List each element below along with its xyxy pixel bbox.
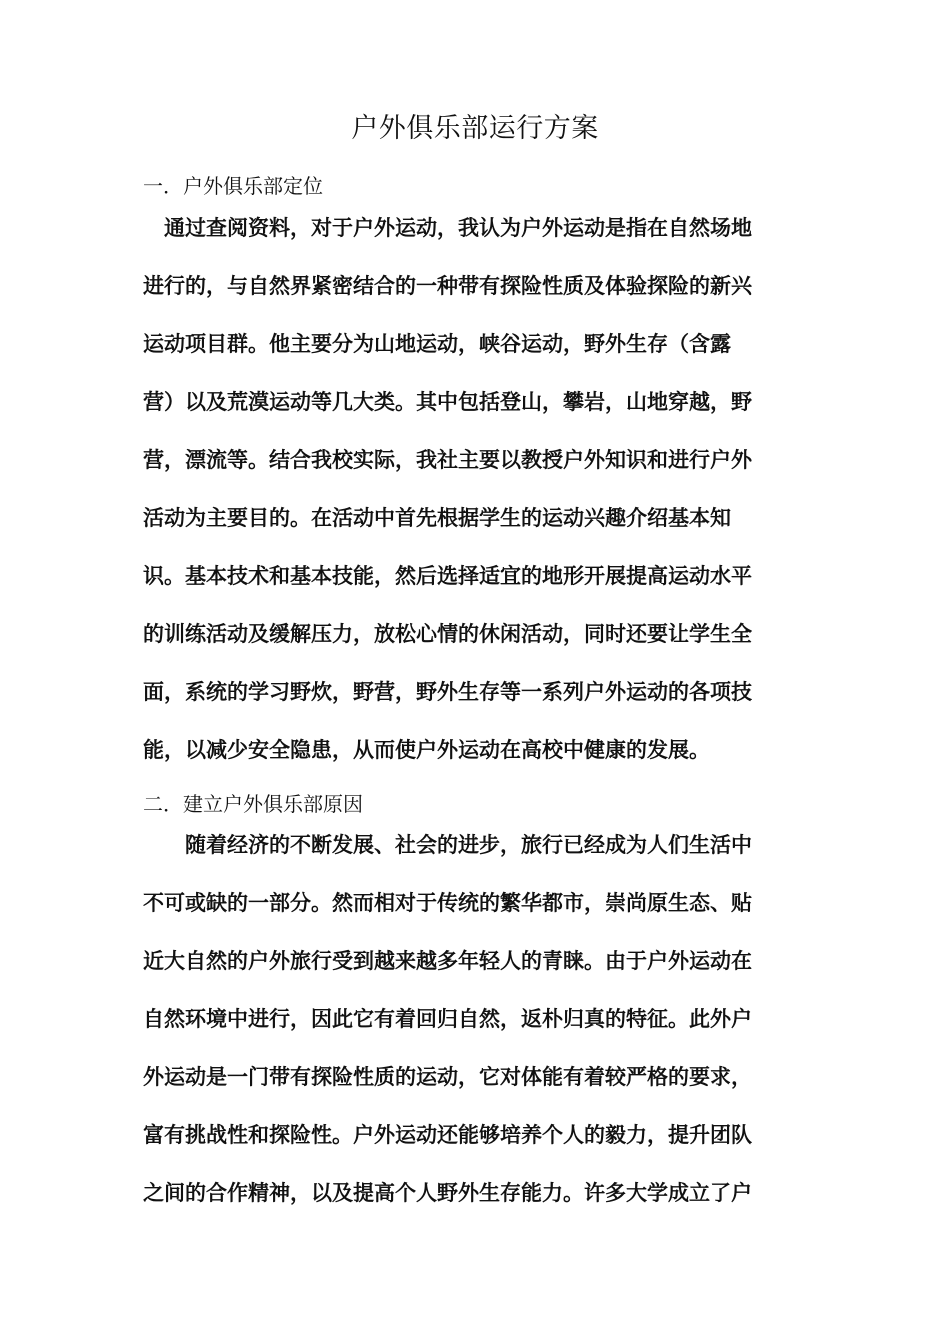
- paragraph-line: 之间的合作精神，以及提高个人野外生存能力。许多大学成立了户: [143, 1181, 752, 1205]
- paragraph-line: 能，以减少安全隐患，从而使户外运动在高校中健康的发展。: [143, 738, 710, 762]
- paragraph-line: 不可或缺的一部分。然而相对于传统的繁华都市，崇尚原生态、贴: [143, 891, 752, 915]
- paragraph-line: 识。基本技术和基本技能，然后选择适宜的地形开展提高运动水平: [143, 564, 752, 588]
- document-title: 户外俱乐部运行方案: [351, 113, 599, 144]
- paragraph-line: 的训练活动及缓解压力，放松心情的休闲活动，同时还要让学生全: [143, 622, 752, 646]
- paragraph-line: 活动为主要目的。在活动中首先根据学生的运动兴趣介绍基本知: [143, 506, 731, 530]
- paragraph-line: 营，漂流等。结合我校实际，我社主要以教授户外知识和进行户外: [143, 448, 752, 472]
- paragraph-line: 进行的，与自然界紧密结合的一种带有探险性质及体验探险的新兴: [143, 274, 752, 298]
- paragraph-line: 通过查阅资料，对于户外运动，我认为户外运动是指在自然场地: [143, 216, 752, 240]
- paragraph-line: 随着经济的不断发展、社会的进步，旅行已经成为人们生活中: [143, 833, 752, 857]
- paragraph-line: 面，系统的学习野炊，野营，野外生存等一系列户外运动的各项技: [143, 680, 752, 704]
- paragraph-line: 近大自然的户外旅行受到越来越多年轻人的青睐。由于户外运动在: [143, 949, 752, 973]
- section-paragraph-reasons: [143, 830, 752, 1236]
- section-heading-positioning: 一．户外俱乐部定位: [143, 174, 323, 198]
- section-heading-reasons: 二．建立户外俱乐部原因: [143, 792, 363, 816]
- paragraph-line: 富有挑战性和探险性。户外运动还能够培养个人的毅力，提升团队: [143, 1123, 752, 1147]
- paragraph-line: 自然环境中进行，因此它有着回归自然，返朴归真的特征。此外户: [143, 1007, 752, 1031]
- paragraph-line: 运动项目群。他主要分为山地运动，峡谷运动，野外生存（含露: [143, 332, 731, 356]
- paragraph-line: 外运动是一门带有探险性质的运动，它对体能有着较严格的要求，: [143, 1065, 752, 1089]
- paragraph-line: 营）以及荒漠运动等几大类。其中包括登山，攀岩，山地穿越，野: [143, 390, 752, 414]
- section-paragraph-positioning: [143, 213, 752, 793]
